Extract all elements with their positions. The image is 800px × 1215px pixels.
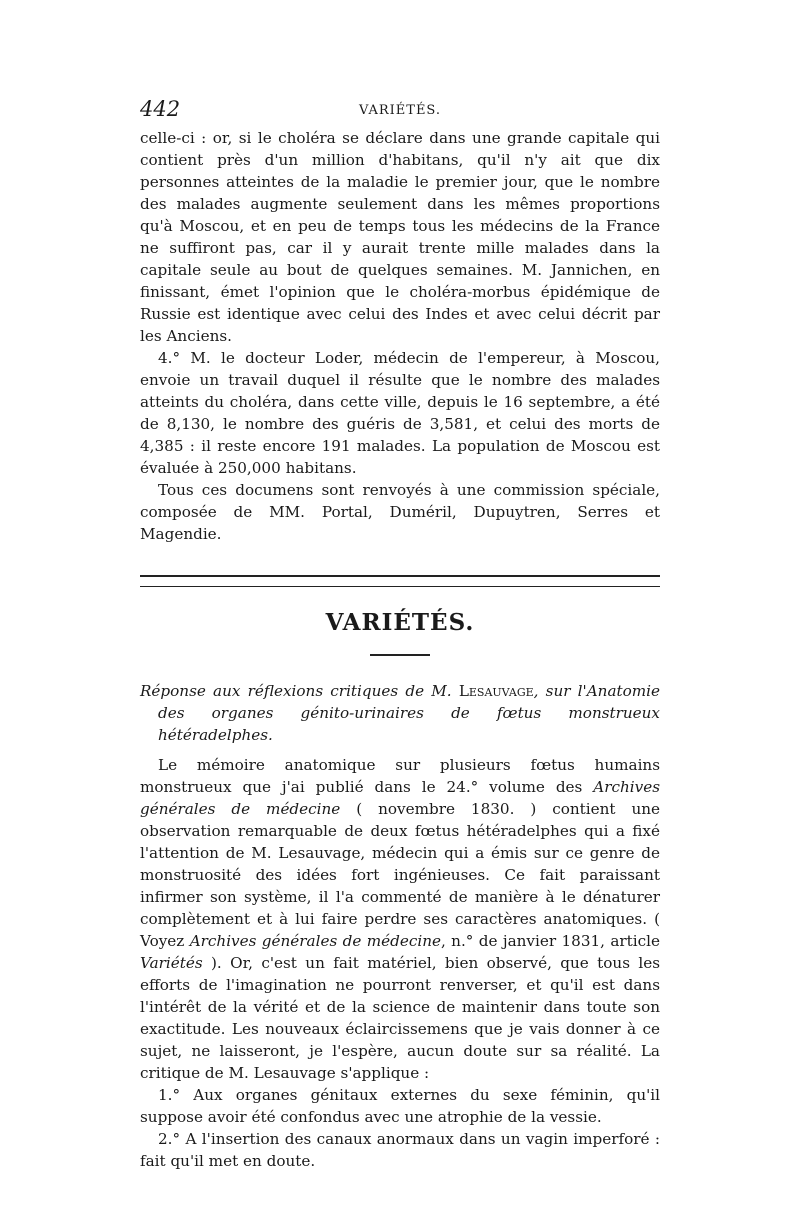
memoire-text-c: , n.° de janvier 1831, article xyxy=(440,932,660,950)
memoire-text-b: ( novembre 1830. ) contient une observation remarquable de deux fœtus hétéradelphes qui a fixé l'attention de M. Lesauvage, médecin qui a émis sur ce genre de monstruosité des idées fort ingénieuses. Ce fait paraissant infirmer son système, il l'a commenté de manière à le dénaturer complètement et à lui faire perdre ses caractères anatomiques. ( Voyez xyxy=(140,800,660,950)
article-title-part2: , sur l'Anatomie des organes génito-urinaires de fœtus monstrueux hétéradelphes. xyxy=(158,682,660,744)
running-head: VARIÉTÉS. xyxy=(358,103,442,118)
paragraph-memoire xyxy=(140,754,660,1084)
section-divider-rule xyxy=(140,575,660,587)
citation-varietes: Variétés xyxy=(140,954,203,972)
article-title-part1: Réponse aux réflexions critiques de M. xyxy=(140,682,452,700)
memoire-text-a: Le mémoire anatomique sur plusieurs fœtus humains monstrueux que j'ai publié dans le 24.° volume des xyxy=(140,756,660,796)
citation-archives-1: Archives générales de médecine xyxy=(140,778,660,818)
paragraph-commission: Tous ces documens sont renvoyés à une commission spéciale, composée de MM. Portal, Duméril, Dupuytren, Serres et Magendie. xyxy=(140,481,660,543)
article-title-author: Lesauvage xyxy=(458,682,534,700)
page-header xyxy=(140,97,660,127)
list-item-2: 2.° A l'insertion des canaux anormaux dans un vagin imperforé : fait qu'il met en doute. xyxy=(140,1130,660,1170)
article-title xyxy=(140,680,660,746)
citation-archives-2: Archives générales de médecine xyxy=(189,932,441,950)
paragraph-loder-report: 4.° M. le docteur Loder, médecin de l'empereur, à Moscou, envoie un travail duquel il résulte que le nombre des malades atteints du choléra, dans cette ville, depuis le 16 septembre, a été de 8,130, le nombre des guéris de 3,581, et celui des morts de 4,385 : il reste encore 191 malades. La population de Moscou est évaluée à 250,000 habitans. xyxy=(140,349,660,477)
list-item-1: 1.° Aux organes génitaux externes du sexe féminin, qu'il suppose avoir été confondus avec une atrophie de la vessie. xyxy=(140,1086,660,1126)
title-underline-rule xyxy=(370,654,430,656)
memoire-text-d: ). Or, c'est un fait matériel, bien observé, que tous les efforts de l'imagination ne pourront renverser, et qu'il est dans l'intérêt de la vérité et de la science de maintenir dans toute son exactitude. Les nouveaux éclaircissemens que je vais donner à ce sujet, ne laisseront, je l'espère, aucun doute sur sa réalité. La critique de M. Lesauvage s'applique : xyxy=(140,954,660,1082)
section-title: VARIÉTÉS. xyxy=(325,609,475,636)
page-number: 442 xyxy=(140,97,181,121)
book-page xyxy=(140,97,660,1172)
paragraph-continuation: celle-ci : or, si le choléra se déclare dans une grande capitale qui contient près d'un million d'habitans, qu'il n'y ait que dix personnes atteintes de la maladie le premier jour, que le nombre des malades augmente seulement dans les mêmes proportions qu'à Moscou, et en peu de temps tous les médecins de la France ne suffiront pas, car il y aurait trente mille malades dans la capitale seule au bout de quelques semaines. M. Jannichen, en finissant, émet l'opinion que le choléra-morbus épidémique de Russie est identique avec celui des Indes et avec celui décrit par les Anciens. xyxy=(140,129,660,345)
